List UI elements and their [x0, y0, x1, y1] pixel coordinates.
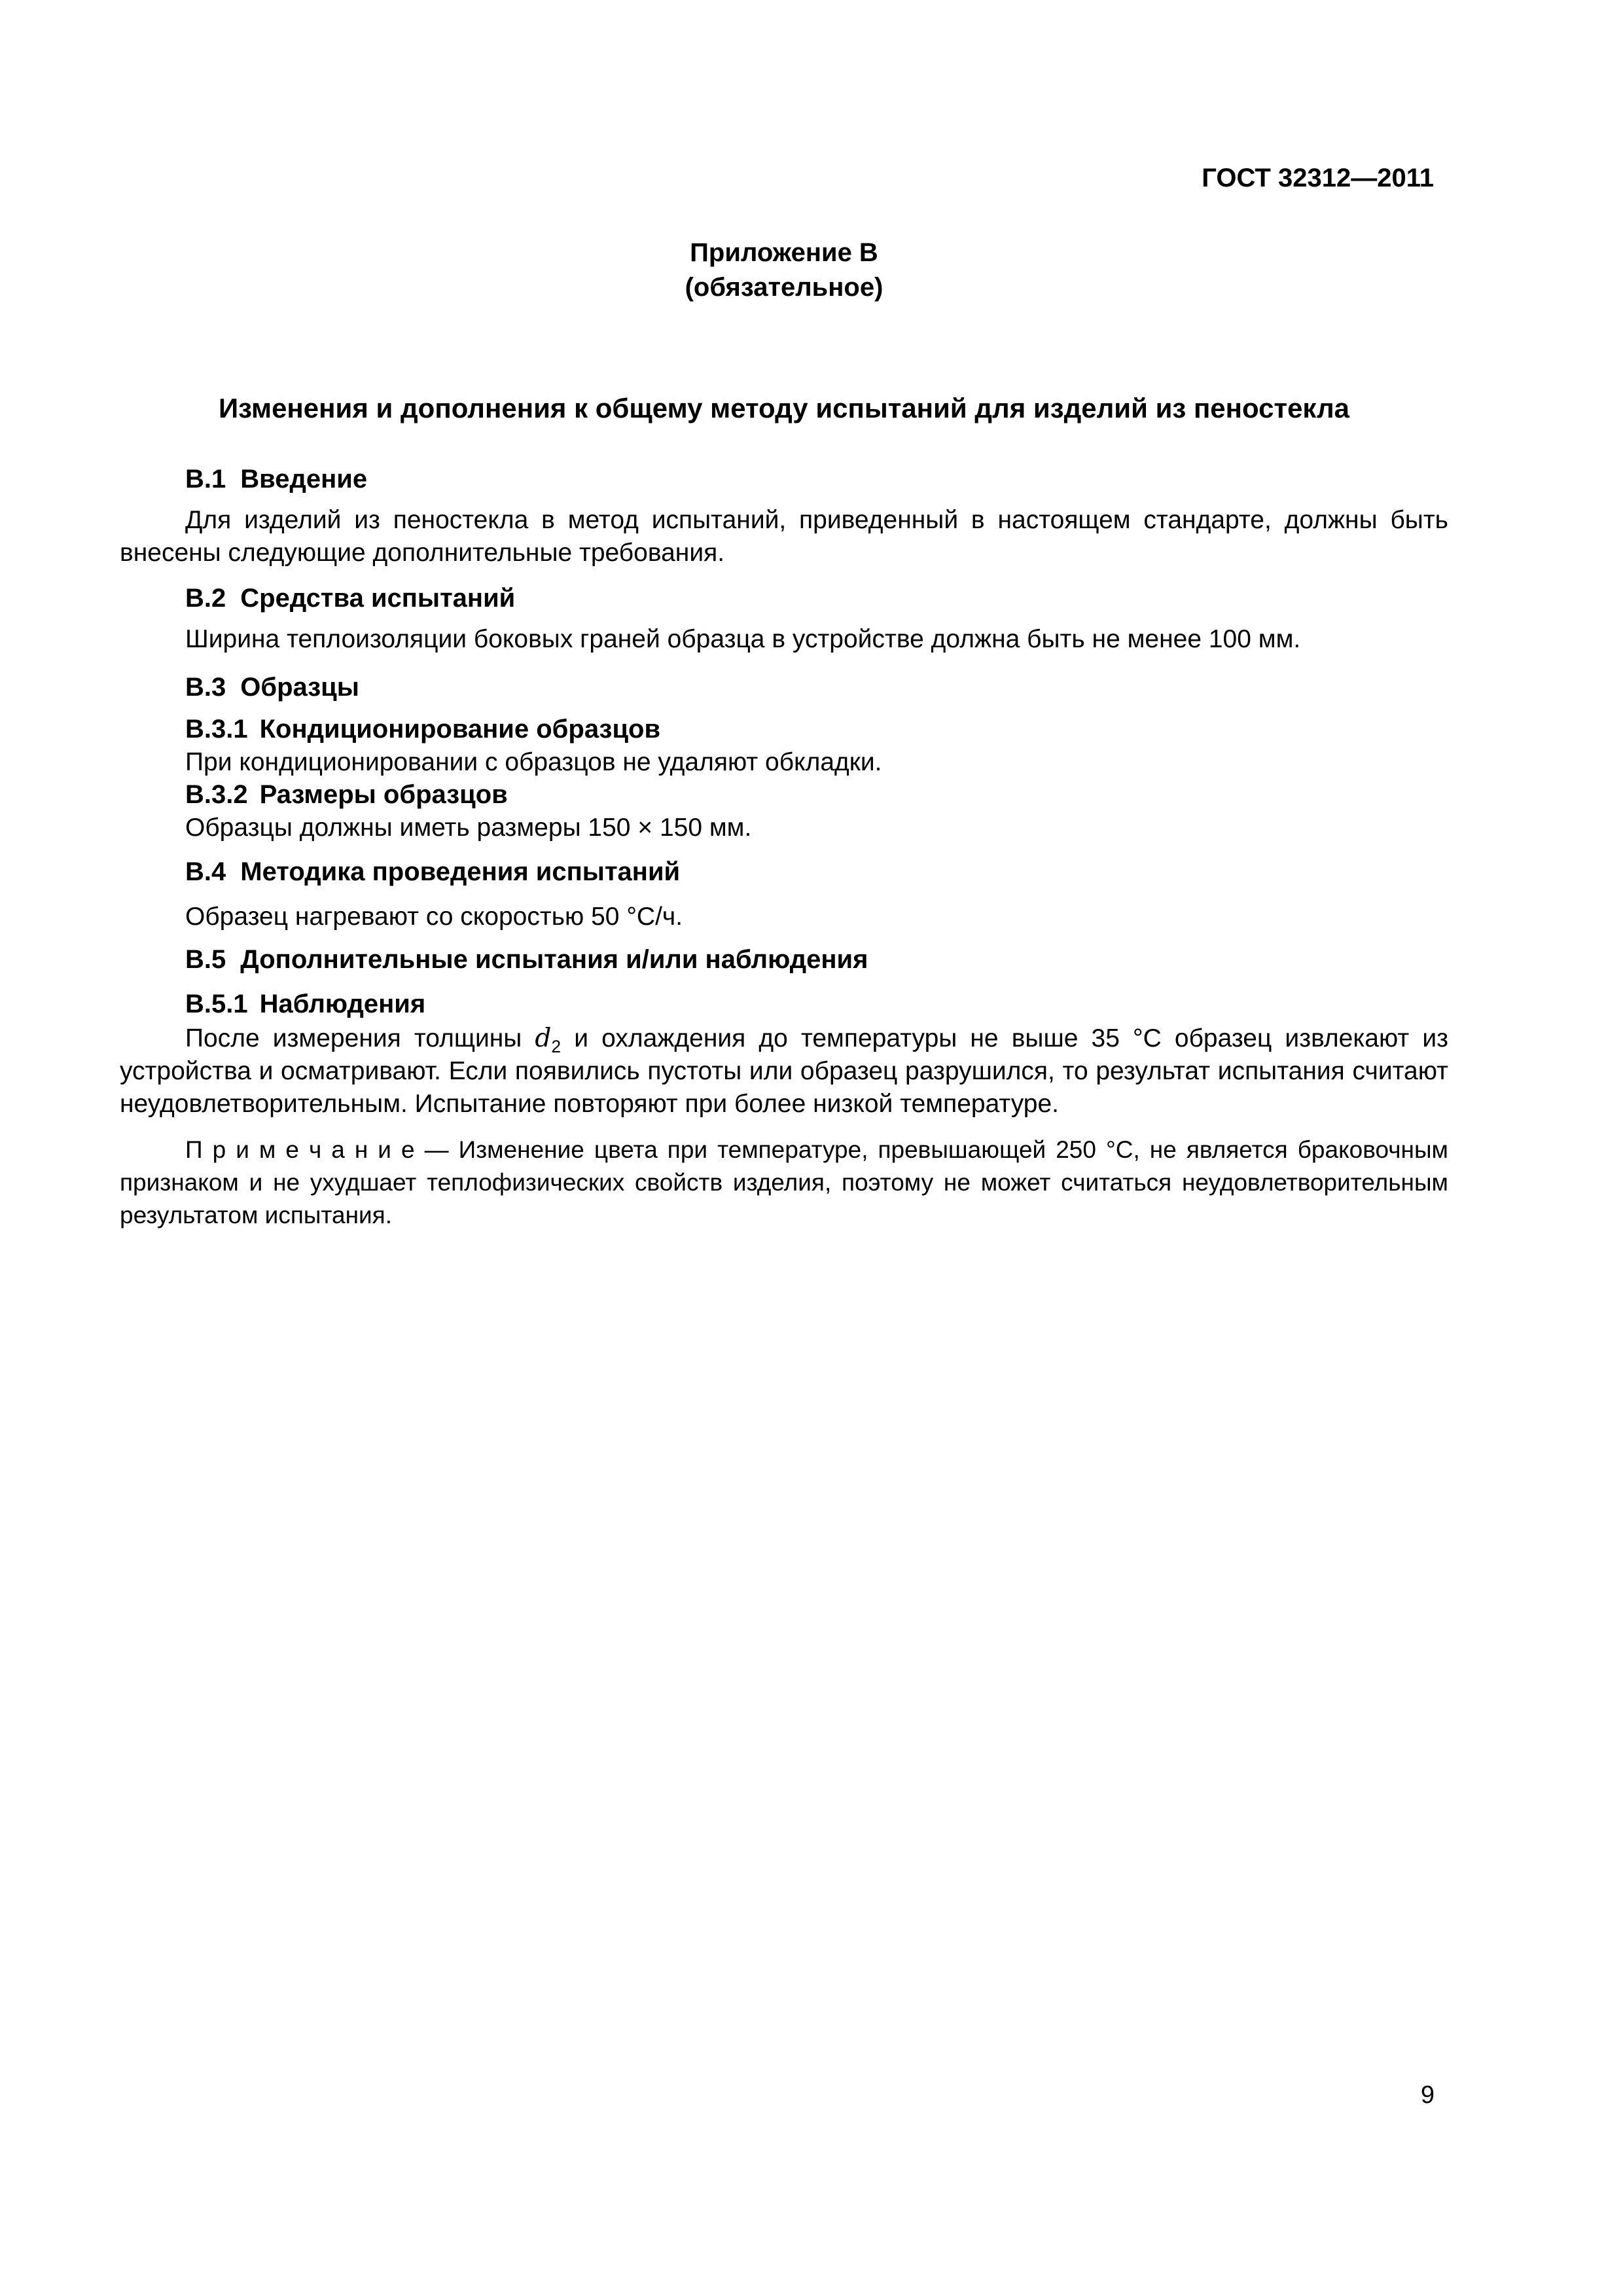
- section-number: В.4: [185, 857, 226, 886]
- section-number: В.2: [185, 584, 226, 613]
- section-paragraph-b32: Образцы должны иметь размеры 150 × 150 мм.: [185, 814, 752, 842]
- section-number: В.5: [185, 945, 226, 974]
- section-number: В.3.1: [185, 715, 248, 744]
- section-title: Кондиционирование образцов: [259, 715, 661, 744]
- section-heading-b4: [120, 856, 1448, 888]
- section-paragraph-b1: Для изделий из пеностекла в метод испытаний, приведенный в настоящем стандарте, должны быть внесены следующие дополнительные требования.: [120, 506, 1448, 567]
- appendix-title: Изменения и дополнения к общему методу испытаний для изделий из пеностекла: [218, 393, 1349, 423]
- note-label: П р и м е ч а н и е: [185, 1136, 415, 1163]
- section-title: Наблюдения: [259, 990, 426, 1018]
- section-title: Размеры образцов: [259, 780, 508, 809]
- section-title: Методика проведения испытаний: [240, 857, 681, 886]
- section-heading-b3: [120, 672, 1448, 703]
- appendix-qualifier: (обязательное): [685, 273, 883, 302]
- section-heading-b32: [120, 779, 1448, 810]
- section-number: В.1: [185, 465, 226, 493]
- section-title: Образцы: [240, 673, 359, 702]
- b51-text-before: После измерения толщины: [185, 1024, 535, 1052]
- section-paragraph-b2: Ширина теплоизоляции боковых граней образца в устройстве должна быть не менее 100 мм.: [185, 625, 1301, 653]
- section-number: В.5.1: [185, 990, 248, 1018]
- content-area: [120, 0, 1448, 1232]
- section-heading-b51: [120, 988, 1448, 1020]
- note-paragraph: [120, 1134, 1448, 1232]
- section-heading-b31: [120, 713, 1448, 745]
- section-title: Введение: [240, 465, 368, 493]
- note-text: — Изменение цвета при температуре, превышающей 250 °С, не является браковочным признаком и не ухудшает теплофизических свойств изделия, поэтому не может считаться неудовлетворительным результатом испытания.: [120, 1136, 1448, 1229]
- section-number: В.3: [185, 673, 226, 702]
- section-paragraph-b31: При кондиционировании с образцов не удаляют обкладки.: [185, 748, 882, 776]
- thickness-subscript-2: 2: [551, 1036, 562, 1056]
- standard-code-header: ГОСТ 32312—2011: [1202, 164, 1434, 192]
- section-heading-b2: [120, 583, 1448, 614]
- b51-text-after: и охлаждения до температуры не выше 35 °С образец извлекают из устройства и осматривают. Если появились пустоты или образец разрушился, то результат испытания считают неудовлетворительным. Испытание повторяют при более низкой температуре.: [120, 1024, 1448, 1118]
- page-number: 9: [1420, 2081, 1435, 2109]
- appendix-heading: [120, 236, 1448, 305]
- appendix-label: Приложение В: [690, 238, 878, 267]
- section-heading-b5: [120, 944, 1448, 975]
- section-paragraph-b51: [120, 1022, 1448, 1121]
- section-heading-b1: [120, 463, 1448, 495]
- section-title: Средства испытаний: [240, 584, 516, 613]
- section-title: Дополнительные испытания и/или наблюдения: [240, 945, 868, 974]
- thickness-symbol-d: d: [535, 1024, 552, 1053]
- section-paragraph-b4: Образец нагревают со скоростью 50 °С/ч.: [185, 903, 683, 931]
- section-number: В.3.2: [185, 780, 248, 809]
